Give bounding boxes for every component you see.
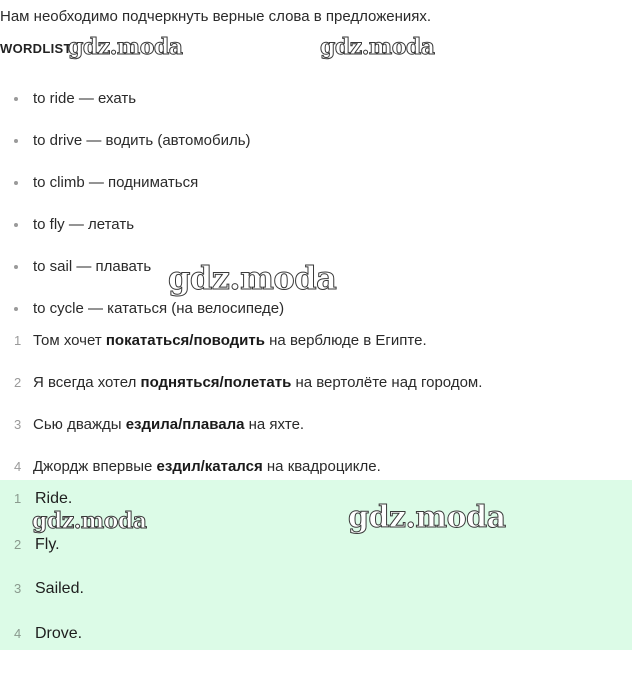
wordlist-entry: to climb — подниматься [33, 174, 199, 191]
answer-number: 4 [14, 626, 22, 641]
wordlist-entry: to sail — плавать [33, 258, 152, 275]
wordlist-entry: to ride — ехать [33, 90, 137, 107]
answer-text: Drove. [35, 625, 83, 642]
watermark: gdz.moda [68, 34, 183, 60]
task-number: 4 [14, 459, 22, 474]
answer-number: 2 [14, 537, 22, 552]
wordlist-entry: to drive — водить (автомобиль) [33, 132, 251, 149]
answer-item [14, 490, 72, 508]
watermark: gdz.moda [32, 508, 147, 534]
watermark: gdz.moda [320, 34, 435, 60]
bullet-dot-icon [14, 97, 18, 101]
answer-item [14, 625, 82, 643]
bullet-dot-icon [14, 265, 18, 269]
bullet-dot-icon [14, 223, 18, 227]
answer-text: Ride. [35, 490, 73, 507]
watermark: gdz.moda [348, 500, 506, 535]
task-number: 1 [14, 333, 22, 348]
answer-item [14, 536, 60, 554]
answers-panel [0, 480, 632, 650]
task-choice: ездил/катался [156, 458, 263, 475]
task-text-before: Джордж впервые [33, 458, 157, 475]
answer-number: 1 [14, 491, 22, 506]
watermark: gdz.moda [168, 259, 337, 297]
task-choice: покататься/поводить [105, 332, 265, 349]
wordlist-entry: to fly — летать [33, 216, 135, 233]
answer-text: Fly. [35, 536, 60, 553]
intro-text: Нам необходимо подчеркнуть верные слова в предложениях. [0, 8, 432, 25]
task-text-before: Я всегда хотел [33, 374, 141, 391]
task-item [14, 458, 381, 475]
task-number: 2 [14, 375, 22, 390]
task-item [14, 374, 482, 391]
wordlist-entry: to cycle — кататься (на велосипеде) [33, 300, 285, 317]
task-text-before: Том хочет [33, 332, 106, 349]
bullet-dot-icon [14, 181, 18, 185]
task-item [14, 332, 427, 349]
task-text-after: на яхте. [244, 416, 305, 433]
answer-text: Sailed. [35, 580, 84, 597]
bullet-dot-icon [14, 139, 18, 143]
task-choice: ездила/плавала [125, 416, 245, 433]
wordlist-title: WORDLIST [0, 41, 72, 56]
task-number: 3 [14, 417, 22, 432]
task-text-after: на квадроцикле. [262, 458, 381, 475]
task-text-after: на верблюде в Египте. [264, 332, 427, 349]
bullet-dot-icon [14, 307, 18, 311]
task-text-before: Сью дважды [33, 416, 126, 433]
task-text-after: на вертолёте над городом. [291, 374, 483, 391]
task-item [14, 416, 304, 433]
answer-item [14, 580, 84, 598]
answer-number: 3 [14, 581, 22, 596]
task-choice: подняться/полетать [140, 374, 292, 391]
